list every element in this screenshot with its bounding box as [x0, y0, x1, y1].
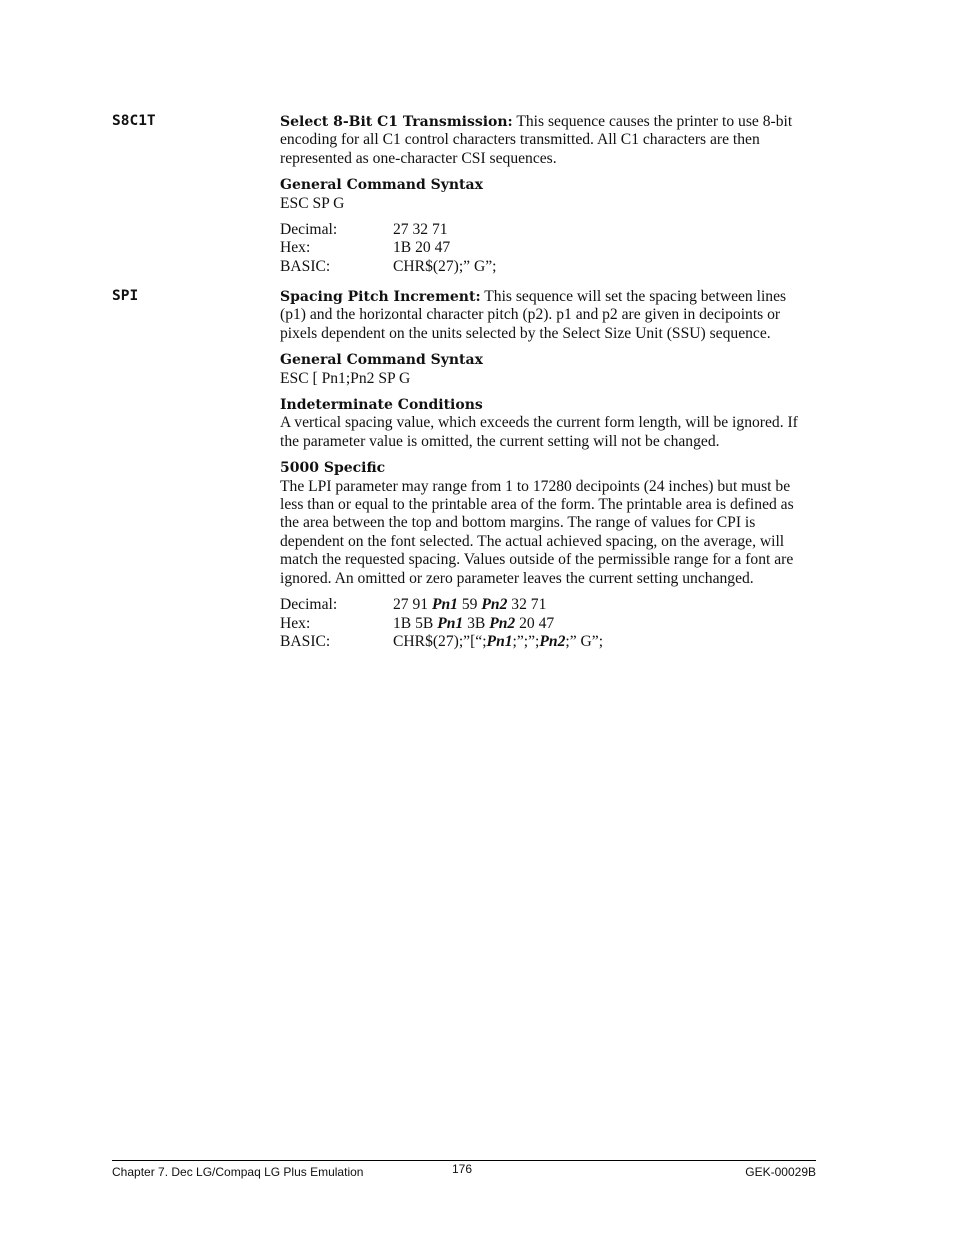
code-label: Hex:: [280, 239, 311, 257]
s8c1t-syntax: ESC SP G: [280, 194, 345, 212]
spi-indeterminate-heading: Indeterminate Conditions: [280, 397, 483, 414]
code-label: BASIC:: [280, 632, 331, 650]
code-value-decimal: 27 91 Pn1 59 Pn2 32 71: [393, 596, 547, 614]
code-label: BASIC:: [280, 257, 331, 275]
spi-specific-heading: 5000 Specific: [280, 460, 386, 477]
footer-chapter: Chapter 7. Dec LG/Compaq LG Plus Emulation: [112, 1165, 364, 1179]
spi-description: [280, 288, 815, 343]
s8c1t-title: Select 8-Bit C1 Transmission:: [280, 114, 513, 130]
spi-indeterminate-text: A vertical spacing value, which exceeds the current form length, will be ignored. If the parameter value is omitted, the current setting will not be changed.: [280, 414, 798, 450]
footer-page-number: 176: [452, 1162, 473, 1176]
entry-key-spi: SPI: [112, 288, 139, 304]
code-value: CHR$(27);” G”;: [393, 257, 497, 275]
code-label: Decimal:: [280, 221, 338, 239]
s8c1t-code-table: [280, 221, 815, 276]
code-label: Hex:: [280, 614, 311, 632]
code-value-hex: 1B 5B Pn1 3B Pn2 20 47: [393, 614, 555, 632]
spi-specific-text: The LPI parameter may range from 1 to 17280 decipoints (24 inches) but must be less than or equal to the printable area of the form. The printable area is defined as the area between the top and bottom margins. The range of values for CPI is dependent on the font selected. The actual achieved spacing, on the average, will match the requested spacing. Values outside of the permissible range for a font are ignored. An omitted or zero parameter leaves the current setting unchanged.: [280, 477, 794, 587]
footer-doc-id: GEK-00029B: [745, 1165, 816, 1179]
s8c1t-description: [280, 113, 815, 168]
code-value-basic: CHR$(27);”[“;Pn1;”;”;Pn2;” G”;: [393, 632, 604, 650]
entry-body-s8c1t: [280, 113, 815, 276]
spi-syntax: ESC [ Pn1;Pn2 SP G: [280, 369, 411, 387]
code-value: 1B 20 47: [393, 239, 451, 257]
page-footer: [112, 1160, 816, 1179]
entry-key-s8c1t: S8C1T: [112, 113, 156, 129]
entry-body-spi: [280, 288, 815, 651]
spi-desc-text: This sequence will set the spacing between lines (p1) and the horizontal character pitch (p2). p1 and p2 are given in decipoints or pixels dependent on the units selected by the Select Size Unit (SSU) sequence.: [280, 288, 787, 342]
code-value: 27 32 71: [393, 221, 448, 239]
spi-title: Spacing Pitch Increment:: [280, 289, 481, 305]
spi-syntax-heading: General Command Syntax: [280, 352, 483, 369]
s8c1t-syntax-heading: General Command Syntax: [280, 177, 483, 194]
spi-code-table: [280, 596, 815, 651]
s8c1t-desc-text: This sequence causes the printer to use 8-bit encoding for all C1 control characters transmitted. All C1 characters are then represented as one-character CSI sequences.: [280, 113, 793, 167]
code-label: Decimal:: [280, 596, 338, 614]
